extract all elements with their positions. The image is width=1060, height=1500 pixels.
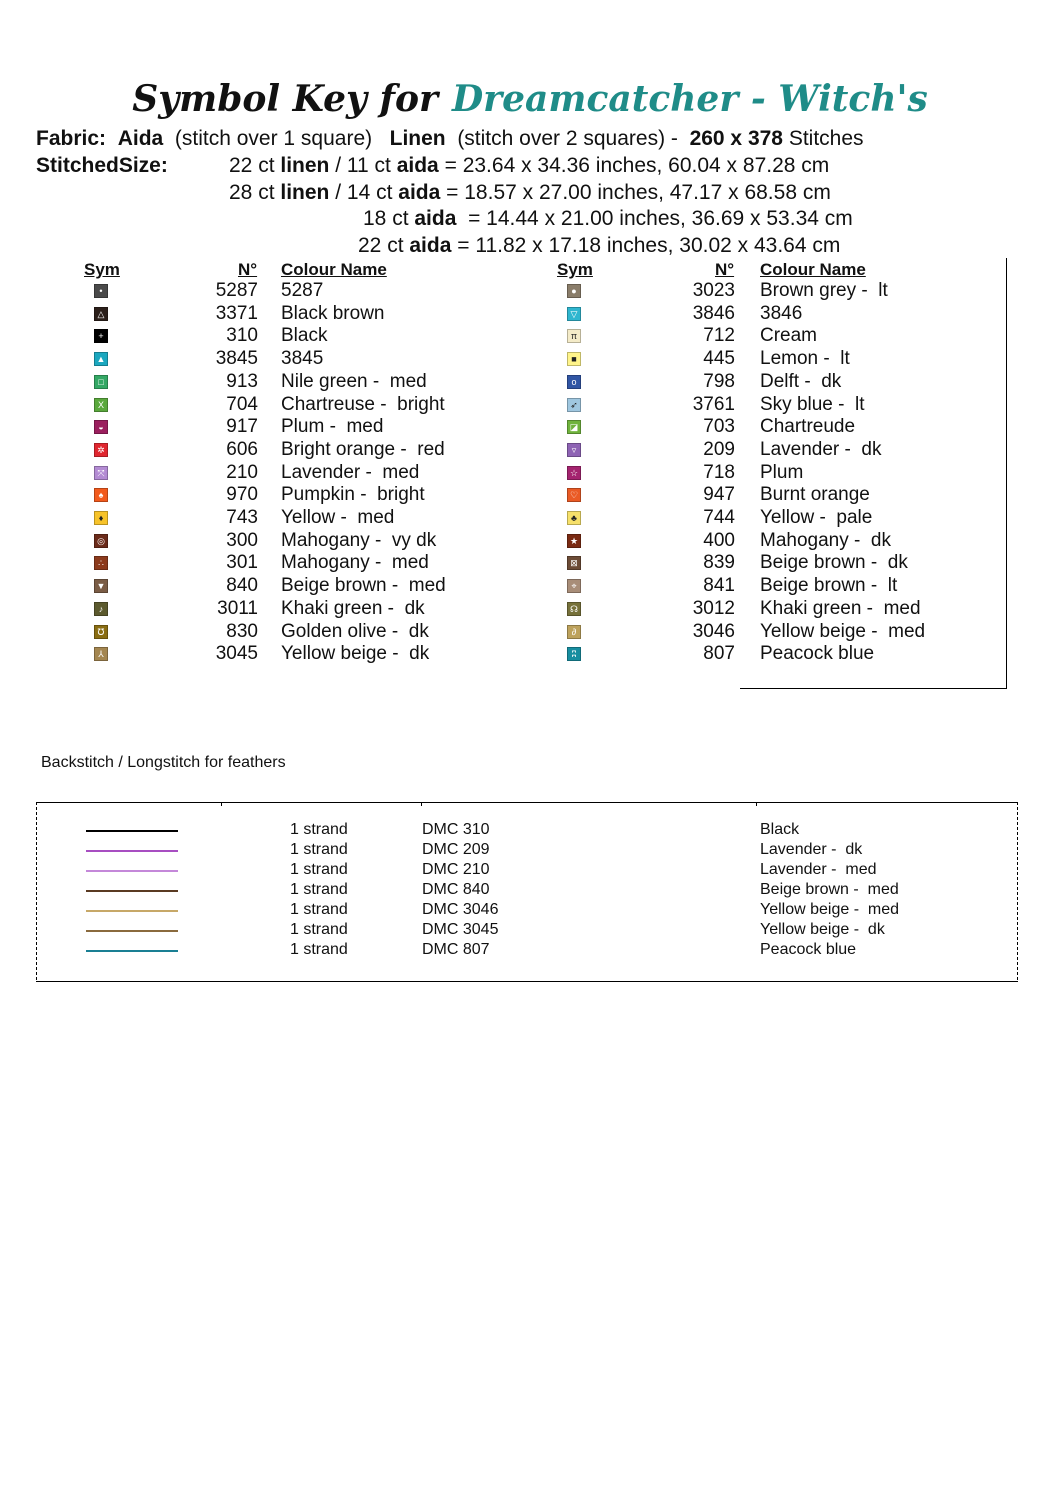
dmc-number: 703: [703, 416, 735, 438]
symbol-swatch: ☊: [567, 602, 581, 616]
symbol-swatch: ▲: [94, 352, 108, 366]
dmc-number: 913: [226, 370, 258, 392]
colour-name: Black: [760, 821, 800, 838]
colour-name: Cream: [760, 325, 818, 347]
dmc-number: 300: [226, 529, 258, 551]
dmc-number: 744: [703, 507, 735, 528]
dmc-number: 209: [703, 438, 735, 460]
dmc-number: 830: [226, 620, 258, 642]
dmc-number: 840: [226, 575, 258, 597]
symbol-swatch: ♦: [94, 511, 108, 525]
colour-name: Burnt orange: [760, 484, 870, 506]
fabric-aida: Aida: [117, 127, 164, 150]
symbol-swatch: ◪: [567, 420, 581, 434]
fabric-linen-note: (stitch over 2 squares) -: [457, 127, 678, 150]
colour-name: Black: [281, 325, 328, 347]
colour-name: Mahogany - med: [281, 552, 429, 574]
symbol-swatch: ℧: [94, 625, 108, 639]
symbol-swatch: +: [94, 329, 108, 343]
dmc-number: 3371: [215, 302, 258, 324]
symbol-swatch: ♣: [567, 511, 581, 525]
dmc-number: 400: [703, 529, 735, 551]
dmc-number: 743: [226, 507, 258, 528]
symbol-swatch: X: [94, 398, 108, 412]
symbol-swatch: ♡: [567, 488, 581, 502]
dmc-number: 970: [226, 484, 258, 506]
dmc-code: DMC 310: [422, 821, 490, 838]
fabric-line: [36, 127, 864, 151]
dmc-number: 807: [703, 643, 735, 665]
title-prefix: Symbol Key for: [132, 78, 438, 120]
symbol-swatch: ♪: [94, 602, 108, 616]
symbol-swatch: ☆: [567, 466, 581, 480]
stitch-line-sample: [86, 850, 178, 852]
backstitch-row: [0, 841, 1060, 861]
colour-name: Lavender - med: [760, 861, 877, 878]
colour-name: Yellow - pale: [760, 507, 873, 528]
stitch-line-sample: [86, 890, 178, 892]
dmc-number: 445: [703, 348, 735, 370]
stitch-line-sample: [86, 830, 178, 832]
symbol-swatch: ■: [567, 352, 581, 366]
colour-name: Mahogany - dk: [760, 529, 891, 551]
header-name-left: Colour Name: [281, 260, 387, 279]
symbol-swatch: ♠: [94, 488, 108, 502]
backstitch-col-tick: [421, 802, 422, 806]
symbol-swatch: △: [94, 307, 108, 321]
backstitch-row: [0, 881, 1060, 901]
dmc-number: 917: [226, 416, 258, 438]
size-line-1: 22 ct linen / 11 ct aida = 23.64 x 34.36 inches, 60.04 x 87.28 cm: [229, 154, 830, 177]
dmc-number: 841: [703, 575, 735, 597]
backstitch-row: [0, 921, 1060, 941]
colour-name: Beige brown - lt: [760, 575, 898, 597]
symbol-swatch: o: [567, 375, 581, 389]
dmc-code: DMC 3046: [422, 901, 499, 918]
symbol-swatch: ✲: [94, 443, 108, 457]
symbol-swatch: □: [94, 375, 108, 389]
dmc-code: DMC 840: [422, 881, 490, 898]
colour-name: Beige brown - med: [760, 881, 899, 898]
strand-count: 1 strand: [290, 881, 348, 898]
fabric-label: Fabric:: [36, 127, 107, 150]
dmc-number: 947: [703, 484, 735, 506]
fabric-aida-note: (stitch over 1 square): [174, 127, 373, 150]
symbol-swatch: ◒: [94, 420, 108, 434]
colour-name: Delft - dk: [760, 370, 842, 392]
stitch-line-sample: [86, 870, 178, 872]
backstitch-row: [0, 861, 1060, 881]
pattern-name: Dreamcatcher - Witch's: [451, 78, 928, 120]
symbol-swatch: π: [567, 329, 581, 343]
dmc-number: 704: [226, 393, 258, 415]
dmc-code: DMC 210: [422, 861, 490, 878]
dmc-number: 839: [703, 552, 735, 574]
colour-name: Plum - med: [281, 416, 384, 438]
colour-name: Yellow beige - dk: [760, 921, 885, 938]
backstitch-row: [0, 901, 1060, 921]
dmc-number: 3023: [692, 280, 735, 301]
colour-name: Chartreuse - bright: [281, 393, 445, 415]
colour-name: Pumpkin - bright: [281, 484, 425, 506]
dmc-code: DMC 209: [422, 841, 490, 858]
header-sym-left: Sym: [84, 260, 120, 279]
dmc-number: 3045: [215, 643, 258, 665]
dmc-number: 310: [226, 325, 258, 347]
colour-name: Sky blue - lt: [760, 393, 865, 415]
dmc-number: 3012: [692, 597, 735, 619]
strand-count: 1 strand: [290, 841, 348, 858]
symbol-swatch: ★: [567, 534, 581, 548]
symbol-swatch: ➶: [567, 398, 581, 412]
size-line-2: 28 ct linen / 14 ct aida = 18.57 x 27.00 inches, 47.17 x 68.58 cm: [229, 181, 831, 204]
colour-name: Golden olive - dk: [281, 620, 429, 642]
dmc-number: 3011: [217, 597, 258, 619]
colour-name: Lavender - dk: [760, 438, 882, 460]
colour-name: Khaki green - dk: [281, 597, 425, 619]
colour-name: Plum: [760, 461, 804, 483]
fabric-linen: Linen: [389, 127, 446, 150]
backstitch-title: Backstitch / Longstitch for feathers: [41, 754, 286, 771]
symbol-swatch: ◎: [94, 534, 108, 548]
symbol-swatch: ʭ: [567, 647, 581, 661]
backstitch-row: [0, 821, 1060, 841]
backstitch-col-tick: [756, 802, 757, 806]
dmc-number: 606: [226, 438, 258, 460]
colour-name: Chartreude: [760, 416, 856, 438]
dmc-number: 3846: [692, 302, 735, 324]
symbol-swatch: ⤧: [94, 466, 108, 480]
dmc-number: 3046: [692, 620, 735, 642]
stitch-line-sample: [86, 950, 178, 952]
colour-name: Beige brown - dk: [760, 552, 908, 574]
colour-name: Brown grey - lt: [760, 280, 888, 301]
colour-name: Mahogany - vy dk: [281, 529, 437, 551]
dmc-number: 301: [226, 552, 258, 574]
strand-count: 1 strand: [290, 821, 348, 838]
dmc-code: DMC 3045: [422, 921, 499, 938]
colour-name: Yellow beige - med: [760, 620, 926, 642]
strand-count: 1 strand: [290, 941, 348, 958]
symbol-swatch: ⊠: [567, 556, 581, 570]
page-title: [0, 78, 1060, 120]
symbol-swatch: ⌖: [567, 579, 581, 593]
dmc-number: 712: [703, 325, 735, 347]
symbol-swatch: ⅄: [94, 647, 108, 661]
colour-name: 3846: [760, 302, 803, 324]
header-sym-right: Sym: [557, 260, 593, 279]
colour-name: 3845: [281, 348, 324, 370]
colour-name: Nile green - med: [281, 370, 427, 392]
symbol-swatch: ∴: [94, 556, 108, 570]
size-line-3: 18 ct aida = 14.44 x 21.00 inches, 36.69 x 53.34 cm: [363, 207, 853, 230]
colour-name: Yellow beige - dk: [281, 643, 430, 665]
symbol-swatch: ▿: [567, 443, 581, 457]
backstitch-row: [0, 941, 1060, 961]
stitched-size-label: StitchedSize:: [36, 154, 168, 177]
colour-name: Peacock blue: [760, 941, 857, 958]
symbol-swatch: ▽: [567, 307, 581, 321]
colour-name: Yellow - med: [281, 507, 395, 528]
dmc-number: 3845: [215, 348, 258, 370]
stitches-word: Stitches: [788, 127, 864, 150]
strand-count: 1 strand: [290, 901, 348, 918]
key-bottom-rule: [740, 688, 1007, 689]
stitch-line-sample: [86, 910, 178, 912]
colour-name: Khaki green - med: [760, 597, 921, 619]
backstitch-col-tick: [221, 802, 222, 806]
colour-name: 5287: [281, 280, 324, 301]
dmc-number: 3761: [692, 393, 735, 415]
colour-name: Lavender - dk: [760, 841, 863, 858]
header-num-left: N°: [238, 260, 258, 279]
colour-name: Yellow beige - med: [760, 901, 900, 918]
dmc-number: 210: [226, 461, 258, 483]
stitch-line-sample: [86, 930, 178, 932]
colour-name: Lemon - lt: [760, 348, 850, 370]
strand-count: 1 strand: [290, 921, 348, 938]
key-right-rule: [1006, 258, 1007, 688]
stitch-count: 260 x 378: [689, 127, 783, 150]
dmc-number: 718: [703, 461, 735, 483]
header-num-right: N°: [715, 260, 735, 279]
dmc-number: 5287: [215, 280, 258, 301]
colour-name: Black brown: [281, 302, 385, 324]
dmc-code: DMC 807: [422, 941, 490, 958]
symbol-swatch: •: [94, 284, 108, 298]
dmc-number: 798: [703, 370, 735, 392]
strand-count: 1 strand: [290, 861, 348, 878]
colour-name: Peacock blue: [760, 643, 875, 665]
symbol-swatch: ●: [567, 284, 581, 298]
header-name-right: Colour Name: [760, 260, 866, 279]
colour-name: Bright orange - red: [281, 438, 445, 460]
symbol-swatch: ▼: [94, 579, 108, 593]
symbol-swatch: ∂: [567, 625, 581, 639]
colour-name: Lavender - med: [281, 461, 420, 483]
size-line-4: 22 ct aida = 11.82 x 17.18 inches, 30.02 x 43.64 cm: [358, 234, 841, 257]
colour-name: Beige brown - med: [281, 575, 446, 597]
